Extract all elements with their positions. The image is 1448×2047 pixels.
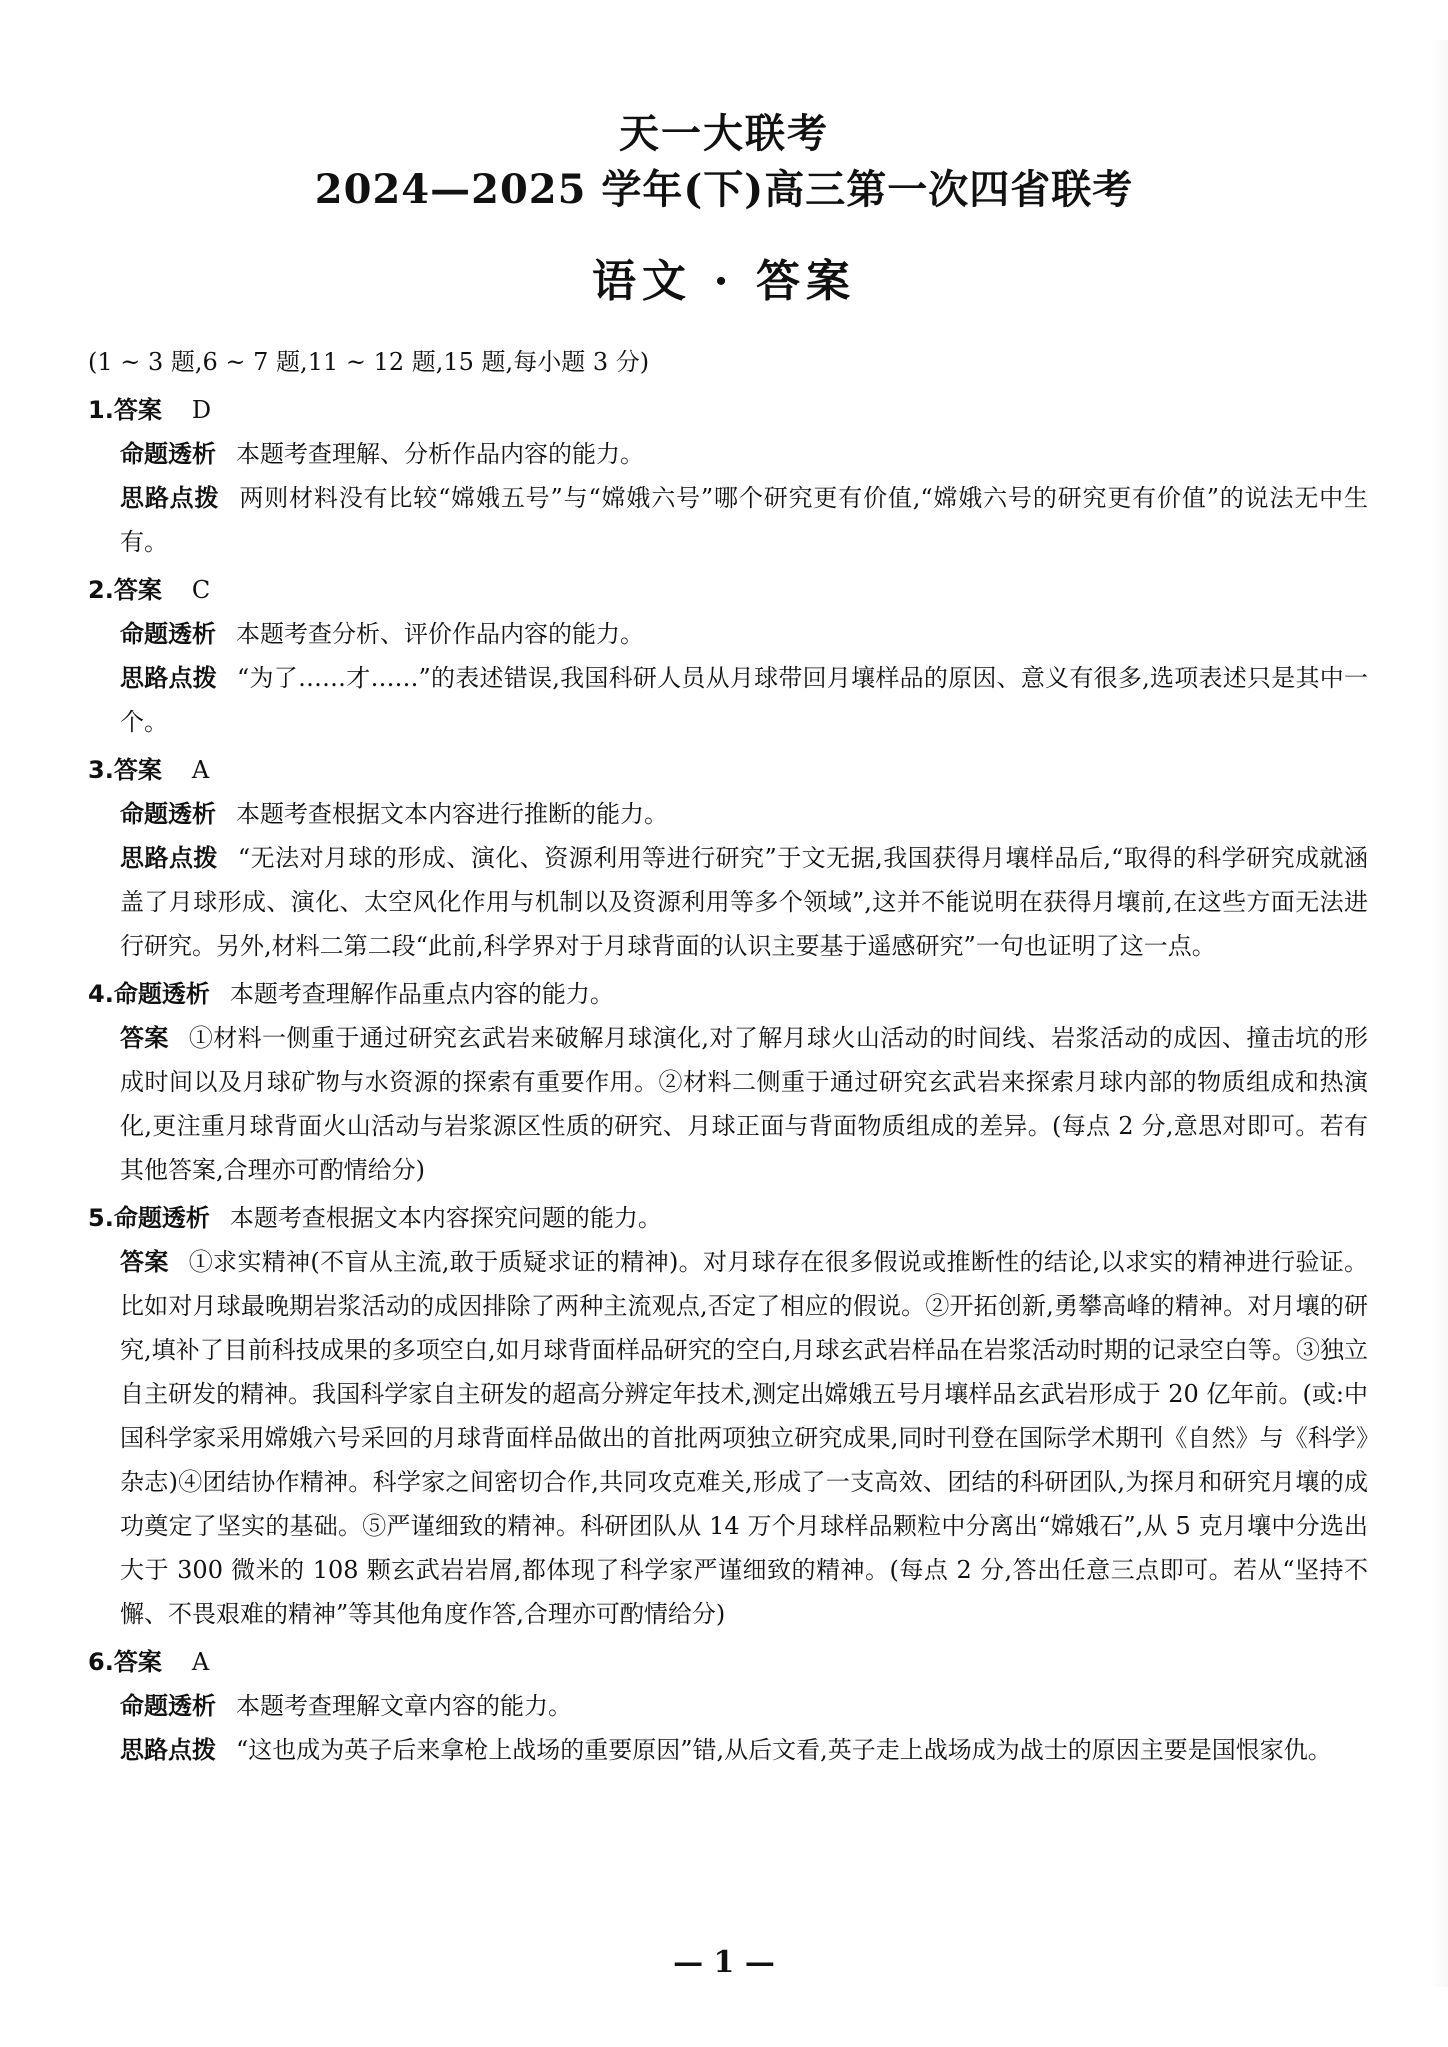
question-3-answer-line (88, 748, 1368, 792)
answer-text: ①求实精神(不盲从主流,敢于质疑求证的精神)。对月球存在很多假说或推断性的结论,以求实的精神进行验证。比如对月球最晚期岩浆活动的成因排除了两种主流观点,否定了相应的假说。②开拓创新,勇攀高峰的精神。对月壤的研究,填补了目前科技成果的多项空白,如月球背面样品研究的空白,月球玄武岩样品在岩浆活动时期的记录空白等。③独立自主研发的精神。我国科学家自主研发的超高分辨定年技术,测定出嫦娥五号月壤样品玄武岩形成于 20 亿年前。(或:中国科学家采用嫦娥六号采回的月球背面样品做出的首批两项独立研究成果,同时刊登在国际学术期刊《自然》与《科学》杂志)④团结协作精神。科学家之间密切合作,共同攻克难关,形成了一支高效、团结的科研团队,为探月和研究月壤的成功奠定了坚实的基础。⑤严谨细致的精神。科研团队从 14 万个月球样品颗粒中分离出“嫦娥石”,从 5 克月壤中分选出大于 300 微米的 108 颗玄武岩岩屑,都体现了科学家严谨细致的精神。(每点 2 分,答出任意三点即可。若从“坚持不懈、不畏艰难的精神”等其他角度作答,合理亦可酌情给分) (120, 1248, 1369, 1628)
question-4-answer (120, 1016, 1368, 1192)
answer-letter: C (191, 576, 211, 604)
scoring-note: (1 ~ 3 题,6 ~ 7 题,11 ~ 12 题,15 题,每小题 3 分) (88, 348, 650, 376)
intent-label: 命题透析 (120, 800, 216, 828)
question-3-intent (120, 792, 1368, 836)
question-2 (88, 568, 1368, 744)
page-number: — 1 — (673, 1945, 775, 1980)
question-3 (88, 748, 1368, 968)
question-5 (88, 1196, 1368, 1636)
intent-text: 本题考查根据文本内容探究问题的能力。 (229, 1204, 662, 1232)
hint-text: “这也成为英子后来拿枪上战场的重要原因”错,从后文看,英子走上战场成为战士的原因主要是国恨家仇。 (236, 1736, 1332, 1764)
question-3-hint (120, 836, 1368, 968)
intent-text: 本题考查理解作品重点内容的能力。 (229, 980, 614, 1008)
hint-text: “为了……才……”的表述错误,我国科研人员从月球带回月壤样品的原因、意义有很多,选项表述只是其中一个。 (120, 664, 1369, 736)
answer-content (88, 340, 1368, 1772)
org-title: 天一大联考 (619, 110, 829, 157)
question-5-answer (120, 1240, 1368, 1636)
answer-text: ①材料一侧重于通过研究玄武岩来破解月球演化,对了解月球火山活动的时间线、岩浆活动的成因、撞击坑的形成时间以及月球矿物与水资源的探索有重要作用。②材料二侧重于通过研究玄武岩来探索月球内部的物质组成和热演化,更注重月球背面火山活动与岩浆源区性质的研究、月球正面与背面物质组成的差异。(每点 2 分,意思对即可。若有其他答案,合理亦可酌情给分) (120, 1024, 1368, 1184)
question-6-intent (120, 1684, 1368, 1728)
exam-title: 2024—2025 学年(下)高三第一次四省联考 (314, 166, 1134, 213)
question-number: 5. (88, 1204, 114, 1232)
question-6-hint (120, 1728, 1368, 1772)
hint-label: 思路点拨 (120, 664, 217, 692)
intent-label: 命题透析 (113, 1204, 210, 1232)
question-6 (88, 1640, 1368, 1772)
answer-label: 答案 (113, 576, 162, 604)
answer-label: 答案 (120, 1024, 169, 1052)
hint-text: 两则材料没有比较“嫦娥五号”与“嫦娥六号”哪个研究更有价值,“嫦娥六号的研究更有价值”的说法无中生有。 (120, 484, 1368, 556)
answer-label: 答案 (113, 1648, 162, 1676)
intent-label: 命题透析 (120, 620, 216, 648)
intent-text: 本题考查分析、评价作品内容的能力。 (236, 620, 644, 648)
question-2-intent (120, 612, 1368, 656)
subject-title: 语文 · 答案 (592, 256, 856, 307)
question-4 (88, 972, 1368, 1192)
hint-label: 思路点拨 (120, 844, 218, 872)
question-number: 6. (88, 1648, 114, 1676)
hint-label: 思路点拨 (120, 1736, 216, 1764)
question-1-intent (120, 432, 1368, 476)
question-2-hint (120, 656, 1368, 744)
question-number: 4. (88, 980, 114, 1008)
question-number: 3. (88, 756, 114, 784)
question-1 (88, 388, 1368, 564)
question-number: 2. (88, 576, 114, 604)
answer-letter: A (191, 1648, 210, 1676)
question-number: 1. (88, 396, 114, 424)
hint-text: “无法对月球的形成、演化、资源利用等进行研究”于文无据,我国获得月壤样品后,“取得的科学研究成就涵盖了月球形成、演化、太空风化作用与机制以及资源利用等多个领域”,这并不能说明在获得月壤前,在这些方面无法进行研究。另外,材料二第二段“此前,科学界对于月球背面的认识主要基于遥感研究”一句也证明了这一点。 (120, 844, 1368, 960)
intent-text: 本题考查根据文本内容进行推断的能力。 (236, 800, 668, 828)
intent-label: 命题透析 (120, 1692, 216, 1720)
question-1-hint (120, 476, 1368, 564)
answer-label: 答案 (113, 756, 162, 784)
intent-label: 命题透析 (113, 980, 210, 1008)
question-4-intent-line (88, 972, 1368, 1016)
hint-label: 思路点拨 (120, 484, 220, 512)
question-2-answer-line (88, 568, 1368, 612)
intent-text: 本题考查理解、分析作品内容的能力。 (236, 440, 644, 468)
answer-letter: A (191, 756, 210, 784)
answer-label: 答案 (120, 1248, 169, 1276)
question-6-answer-line (88, 1640, 1368, 1684)
question-5-intent-line (88, 1196, 1368, 1240)
answer-letter: D (191, 396, 212, 424)
answer-label: 答案 (113, 396, 162, 424)
question-1-answer-line (88, 388, 1368, 432)
intent-text: 本题考查理解文章内容的能力。 (236, 1692, 572, 1720)
intent-label: 命题透析 (120, 440, 216, 468)
